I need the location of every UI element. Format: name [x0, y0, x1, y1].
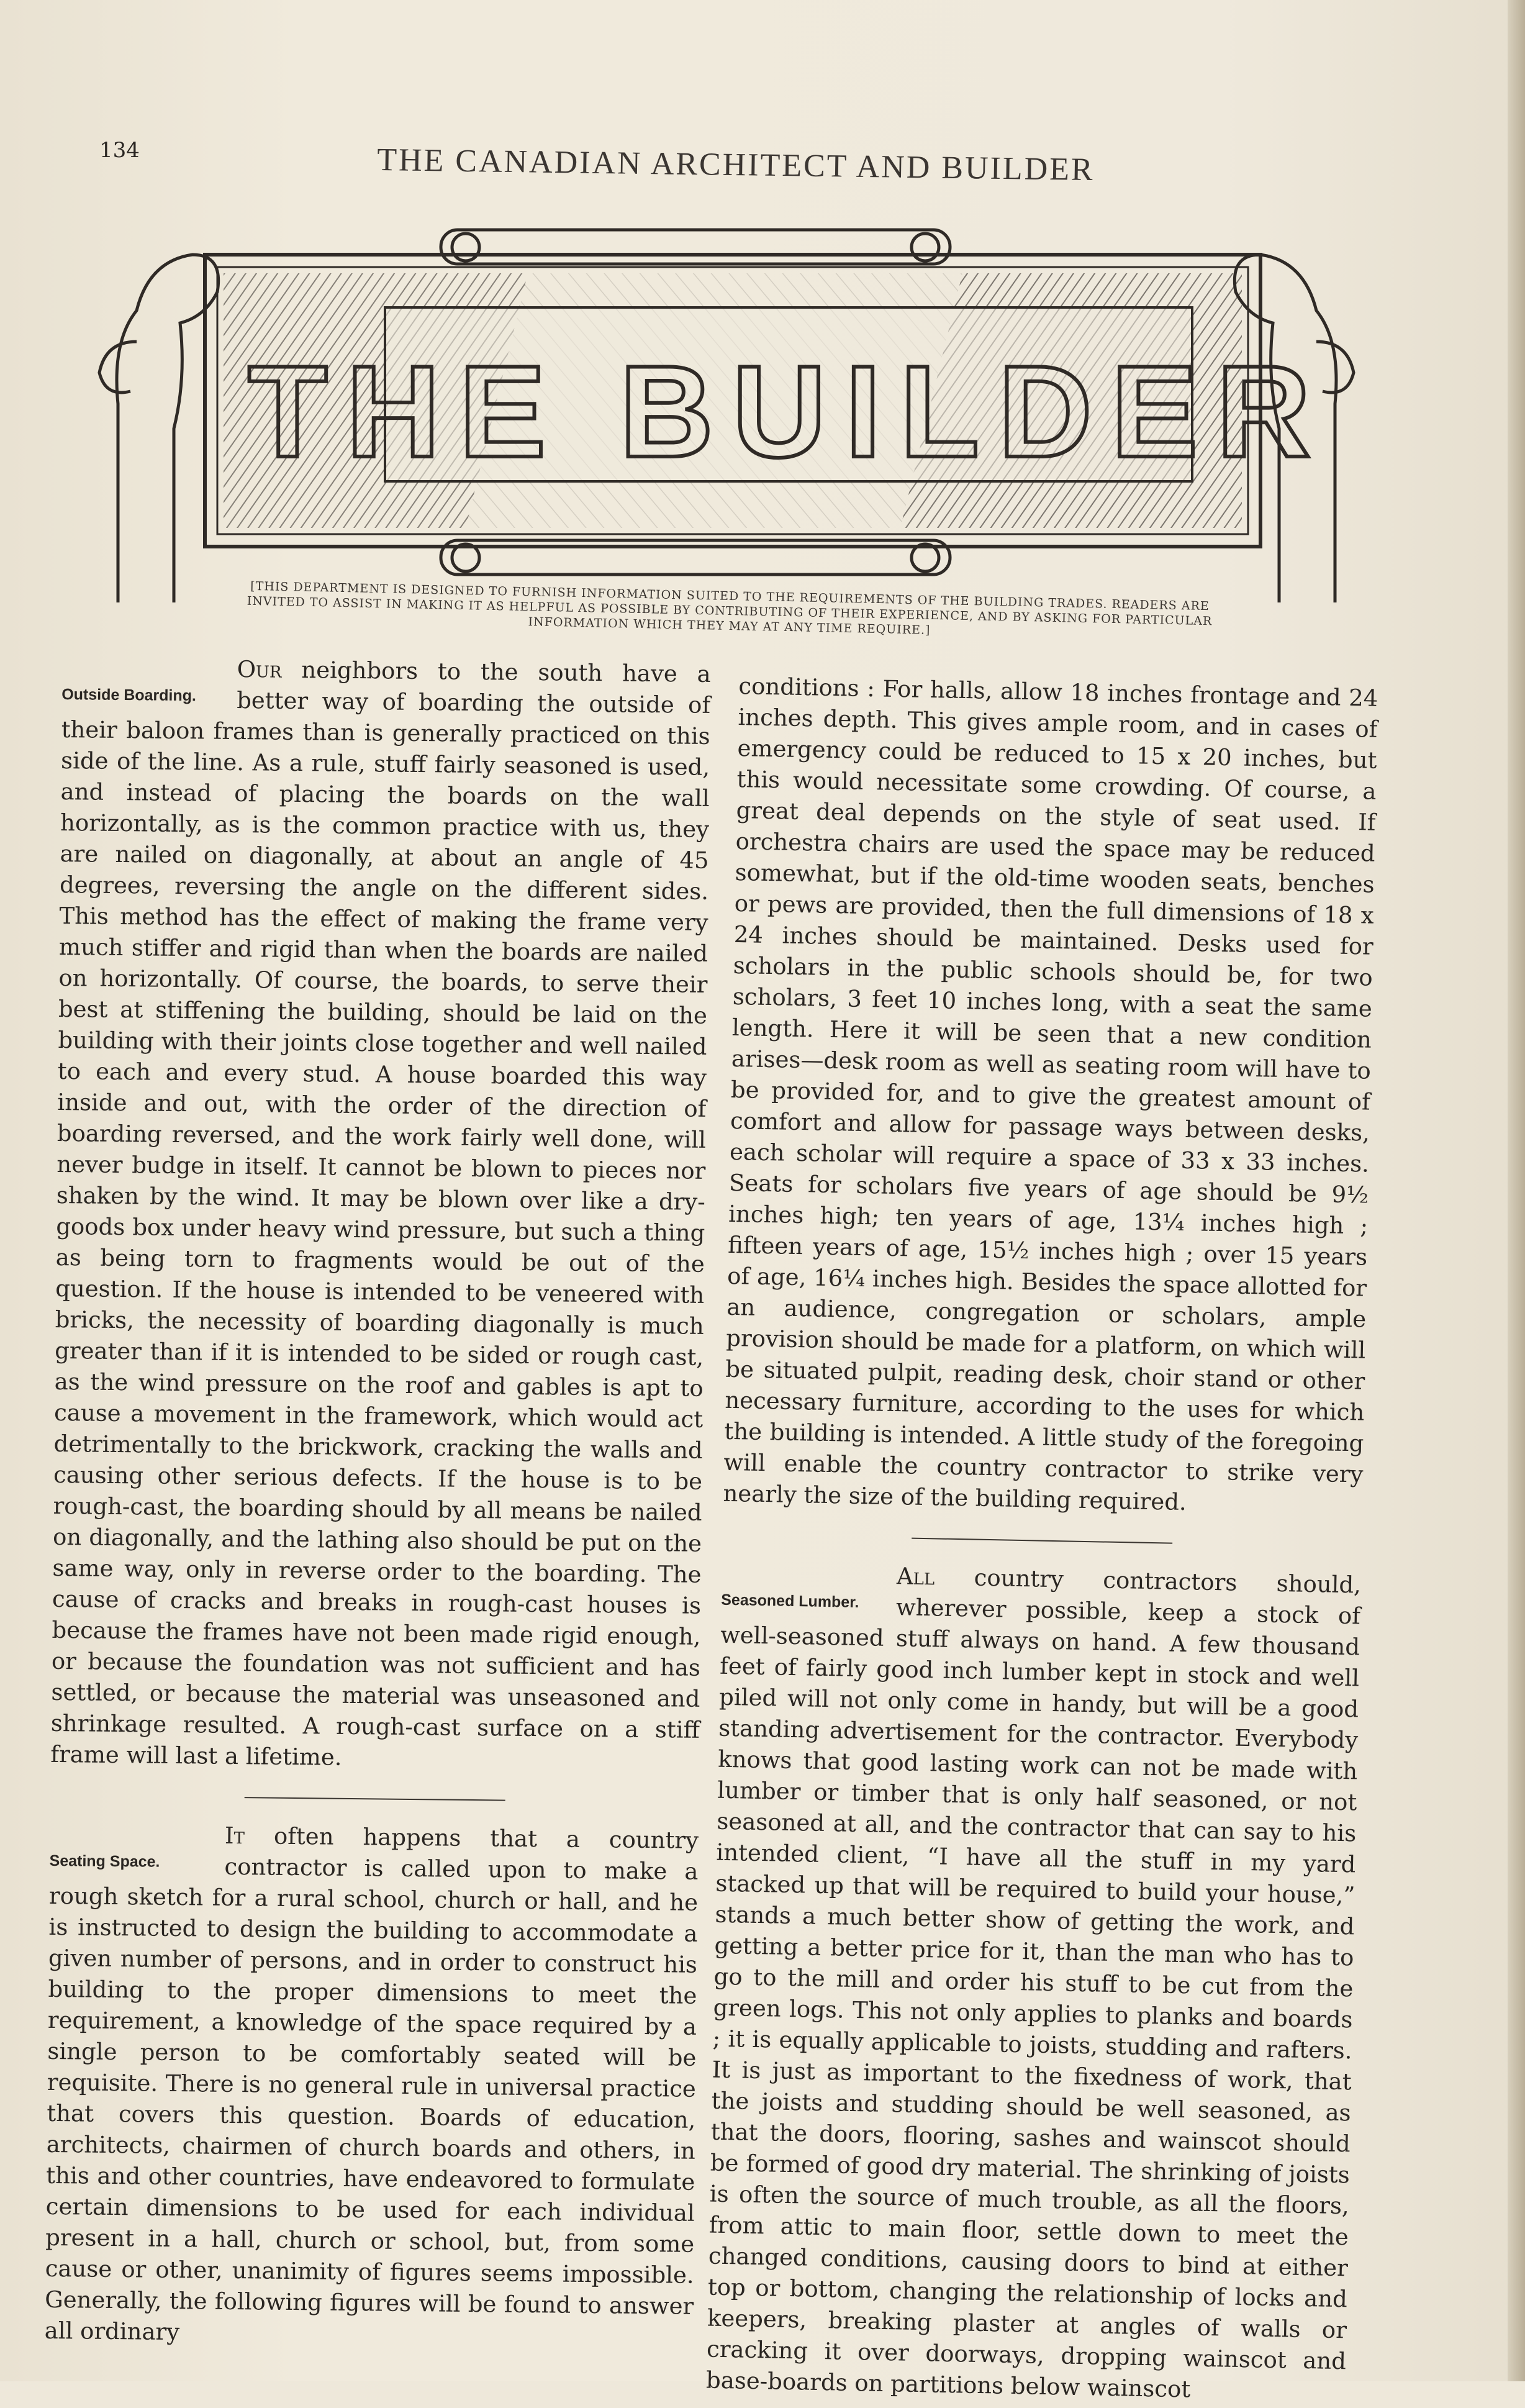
article-first-word: Our	[237, 655, 282, 683]
article-text	[706, 1558, 1362, 2408]
right-column	[706, 671, 1378, 2408]
seating-space-article	[44, 1819, 699, 2353]
seasoned-lumber-article	[706, 1558, 1362, 2408]
article-text	[50, 652, 711, 1777]
article-text-continued: conditions : For halls, allow 18 inches frontage and 24 inches depth. This gives ample room, and in cases of emergency could be reduced to 15 x 20 inches, but this would necessitate some crowding. Of course, a great deal depends on the style of seat used. If orchestra chairs are used the space may be reduced somewhat, but if the old-time wooden seats, benches or pews are provided, then the full dimensions of 18 x 24 inches should be maintained. Desks used for scholars in the public schools should be, for two scholars, 3 feet 10 inches long, with a seat the same length. Here it will be seen that a new condition arises—desk room as well as seating room will have to be provided for, and to give the greatest amount of comfort and allow for passage ways between desks, each scholar will require a space of 33 x 33 inches. Seats for scholars five years of age should be 9½ inches high; ten years of age, 13¼ inches high ; fifteen years of age, 15½ inches high ; over 15 years of age, 16¼ inches high. Besides the space allotted for an audience, congregation or scholars, ample provision should be made for a platform, on which will be situated pulpit, reading desk, choir stand or other necessary furniture, according to the uses for which the building is intended. A little study of the foregoing will enable the country contractor to strike very nearly the size of the building required.	[723, 672, 1378, 1516]
article-first-word: It	[224, 1822, 245, 1850]
banner-illustration	[93, 217, 1360, 602]
section-divider	[912, 1538, 1172, 1544]
page-number: 134	[99, 138, 140, 163]
left-column	[44, 652, 711, 2353]
sidehead-outside-boarding: Outside Boarding.	[61, 685, 197, 705]
section-divider	[244, 1797, 505, 1801]
builder-banner	[93, 217, 1360, 602]
running-head: THE CANADIAN ARCHITECT AND BUILDER	[376, 142, 1095, 188]
sidehead-seating-space: Seating Space.	[49, 1851, 160, 1871]
department-note: [THIS DEPARTMENT IS DESIGNED TO FURNISH INFORMATION SUITED TO THE REQUIREMENTS OF THE BUILDING TRADES. READERS ARE INVITED TO ASSIST IN MAKING IT AS HELPFUL AS POSSIBLE BY CONTRIBUTING OF THEIR EXPERIENCE, AND BY ASKING FOR PARTICULAR INFORMATION WHICH THEY MAY AT ANY TIME REQUIRE.]	[247, 579, 1213, 637]
banner-title: THE BUILDER	[248, 338, 1329, 484]
article-first-word: All	[896, 1563, 935, 1591]
page-edge	[1508, 0, 1525, 2381]
outside-boarding-article	[50, 652, 711, 1777]
article-body: country contractors should, wherever possible, keep a stock of well-seasoned stuff always on hand. A few thousand feet of fairly good inch lumber kept in stock and well piled will not only come in handy, but will be a good standing advertisement for the contractor. Everybody knows that good lasting work can not be made with lumber or timber that is only half seasoned, or not seasoned at all, and the contractor that can say to his intended client, “I have all the stuff in my yard stacked up that will be required to build your house,” stands a much better show of getting the work, and getting a better price for it, than the man who has to go to the mill and order his stuff to be cut from the green logs. This not only applies to planks and boards ; it is equally applicable to joists, studding and rafters. It is just as important to the fixedness of work, that the joists and studding should be well seasoned, as that the doors, flooring, sashes and wainscot should be formed of good dry material. The shrinking of joists is often the source of much trouble, as all the floors, from attic to main floor, settle down to meet the changed conditions, causing doors to bind at either top or bottom, changing the relationship of locks and keepers, breaking plaster at angles of walls or cracking it over doorways, dropping wainscot and base-boards on partitions below wainscot	[705, 1564, 1362, 2403]
article-body: neighbors to the south have a better way of boarding the outside of their baloon frames than is generally practiced on this side of the line. As a rule, stuff fairly seasoned is used, and instead of placing the boards on the wall horizontally, as is the common practice with us, they are nailed on diagonally, at about an angle of 45 degrees, reversing the angle on the different sides. This method has the effect of making the frame very much stiffer and rigid than when the boards are nailed on horizontally. Of course, the boards, to serve their best at stiffening the building, should be laid on the building with their joints close together and well nailed to each and every stud. A house boarded this way inside and out, with the order of the direction of boarding reversed, and the work fairly well done, will never budge in itself. It cannot be blown to pieces nor shaken by the wind. It may be blown over like a dry-goods box under heavy wind pressure, but such a thing as being torn to fragments would be out of the question. If the house is intended to be veneered with bricks, the necessity of boarding diagonally is much greater than if it is intended to be sided or rough cast, as the wind pressure on the roof and gables is apt to cause a movement in the framework, which would act detrimentally to the brickwork, cracking the walls and causing other serious defects. If the house is to be rough-cast, the boarding should by all means be nailed on diagonally, and the lathing also should be put on the same way, only in reverse order to the boarding. The cause of cracks and breaks in rough-cast houses is because the frames have not been made rigid enough, or because the foundation was not sufficient and has settled, or because the material was unseasoned and shrinkage resulted. A rough-cast surface on a stiff frame will last a lifetime.	[50, 657, 711, 1771]
article-body: often happens that a country contractor is called upon to make a rough sketch for a rural school, church or hall, and he is instructed to design the building to accommodate a given number of persons, and in order to construct his building to the proper dimensions to meet the requirement, a knowledge of the space required by a single person to be comfortably seated will be requisite. There is no general rule in universal practice that covers this question. Boards of education, architects, chairmen of church boards and others, in this and other countries, have endeavored to formulate certain dimensions to be used for each individual present in a hall, church or school, but, from some cause or other, unanimity of figures seems impossible. Generally, the following figures will be found to answer all ordinary	[44, 1822, 699, 2346]
sidehead-seasoned-lumber: Seasoned Lumber.	[721, 1591, 859, 1611]
article-text	[44, 1819, 699, 2353]
